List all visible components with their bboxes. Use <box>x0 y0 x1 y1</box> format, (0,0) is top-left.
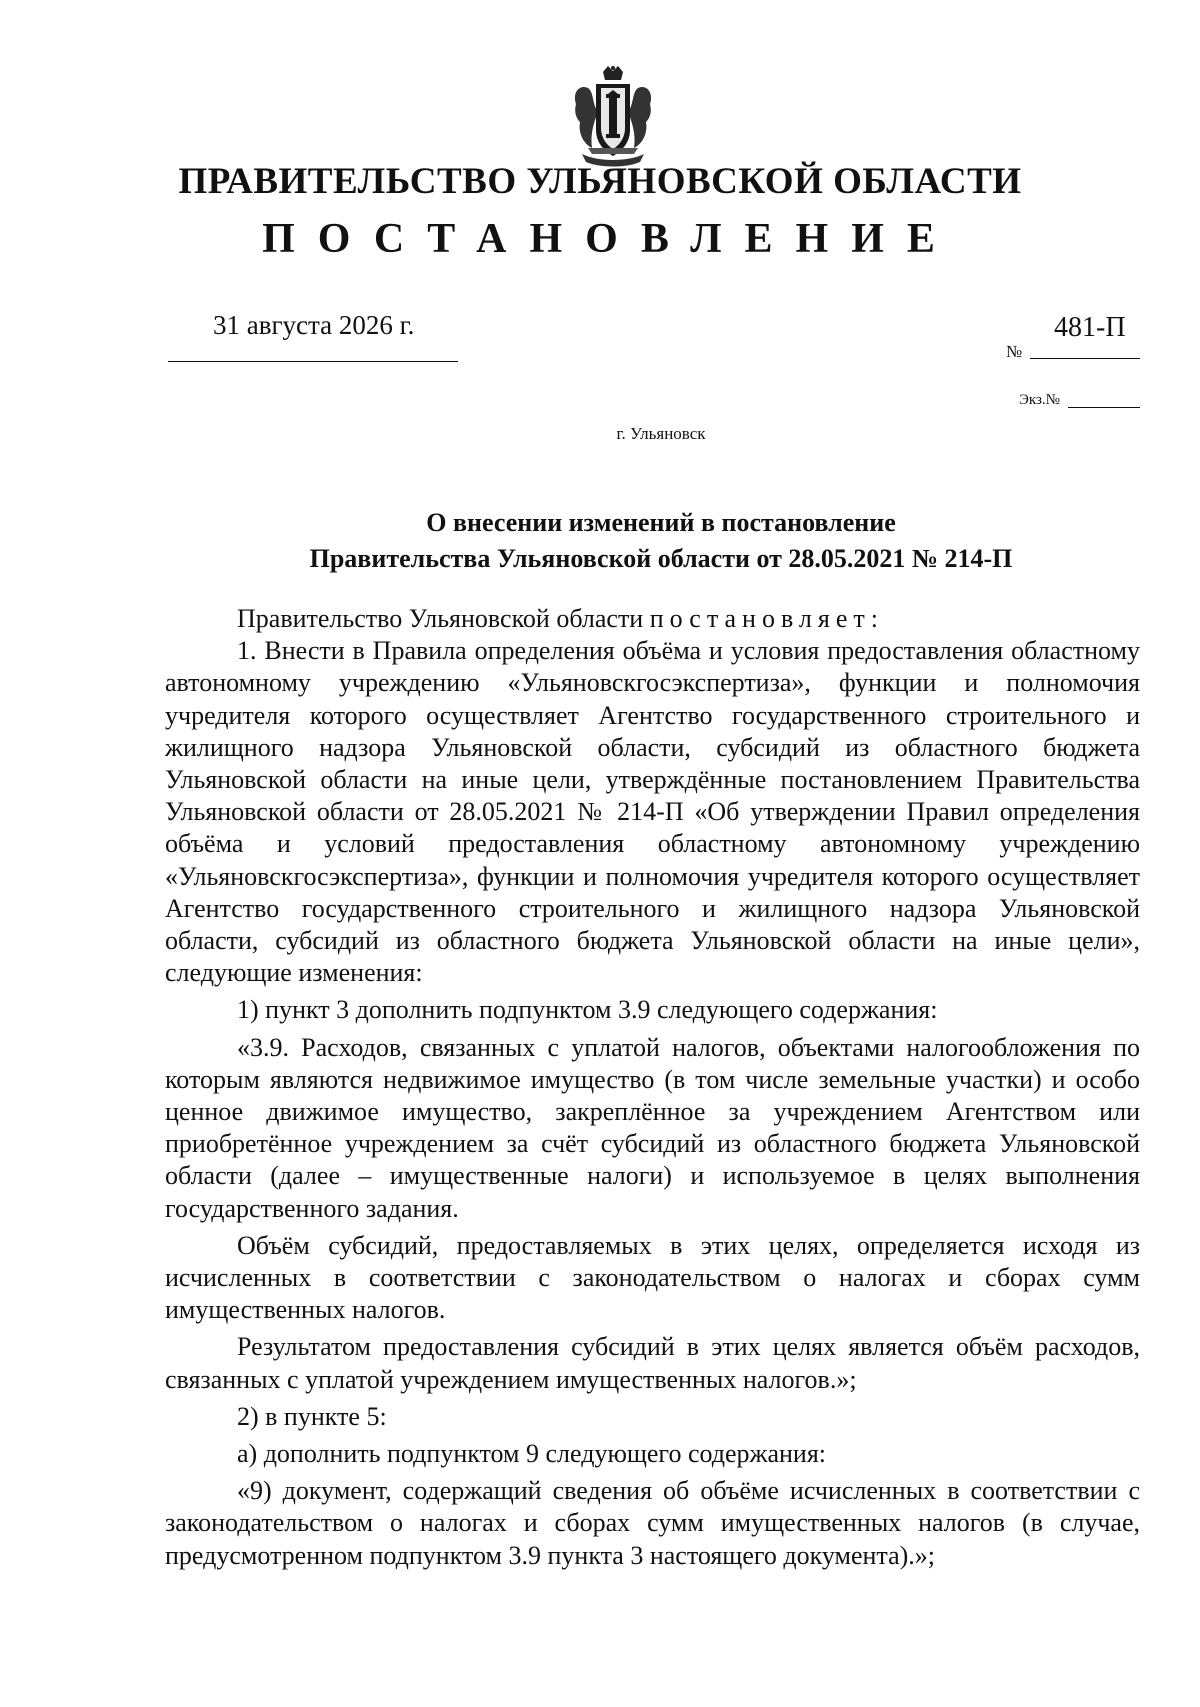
copy-number-label: Экз.№ <box>1019 392 1060 408</box>
intro-resolves: постановляет: <box>649 604 884 633</box>
intro-paragraph <box>165 603 1140 635</box>
copy-number-underline <box>1068 407 1140 408</box>
number-underline <box>1030 358 1140 359</box>
paragraph-3: «3.9. Расходов, связанных с уплатой налогов, объектами налогообложения по которым являются недвижимое имущество (в том числе земельные участки) и особо ценное движимое имущество, закреплённое за учреждением Агентством или приобретённое учреждением за счёт субсидий из областного бюджета Ульяновской области (далее – имущественные налоги) и используемое в целях выполнения государственного задания. <box>165 1032 1140 1223</box>
title-line-1: О внесении изменений в постановление <box>426 508 896 537</box>
paragraph-2: 1) пункт 3 дополнить подпунктом 3.9 следующего содержания: <box>237 995 938 1025</box>
paragraph-4: Объём субсидий, предоставляемых в этих целях, определяется исходя из исчисленных в соответствии с законодательством о налогах и сборах сумм имущественных налогов. <box>165 1230 1140 1325</box>
organization-name: ПРАВИТЕЛЬСТВО УЛЬЯНОВСКОЙ ОБЛАСТИ <box>178 161 1022 202</box>
date-underline <box>168 361 458 362</box>
document-number: 481-П <box>1054 312 1126 343</box>
intro-lead: Правительство Ульяновской области <box>237 604 650 633</box>
coat-of-arms-icon <box>568 64 658 170</box>
paragraph-7: а) дополнить подпунктом 9 следующего содержания: <box>237 1439 827 1469</box>
paragraph-6: 2) в пункте 5: <box>237 1401 387 1431</box>
city: г. Ульяновск <box>616 424 706 443</box>
title-line-2: Правительства Ульяновской области от 28.05.2021 № 214-П <box>309 544 1013 573</box>
number-prefix: № <box>1006 342 1023 361</box>
document-date: 31 августа 2026 г. <box>213 310 415 340</box>
paragraph-5: Результатом предоставления субсидий в этих целях является объём расходов, связанных с уплатой учреждением имущественных налогов.»; <box>165 1332 1140 1394</box>
document-type: ПОСТАНОВЛЕНИЕ <box>262 216 958 262</box>
paragraph-8: «9) документ, содержащий сведения об объёме исчисленных в соответствии с законодательством о налогах и сборах сумм имущественных налогов (в случае, предусмотренном подпунктом 3.9 пункта 3 настоящего документа).»; <box>165 1476 1140 1570</box>
document-title <box>0 505 1200 577</box>
document-body <box>165 603 1140 1572</box>
paragraph-1: 1. Внести в Правила определения объёма и условия предоставления областному автономному учреждению «Ульяновскгосэкспертиза», функции и полномочия учредителя которого осуществляет Агентство государственного строительного и жилищного надзора Ульяновской области, субсидий из областного бюджета Ульяновской области на иные цели, утверждённые постановлением Правительства Ульяновской области от 28.05.2021 № 214-П «Об утверждении Правил определения объёма и условий предоставления областному автономному учреждению «Ульяновскгосэкспертиза», функции и полномочия учредителя которого осуществляет Агентство государственного строительного и жилищного надзора Ульяновской области, субсидий из областного бюджета Ульяновской области на иные цели», следующие изменения: <box>165 636 1140 988</box>
